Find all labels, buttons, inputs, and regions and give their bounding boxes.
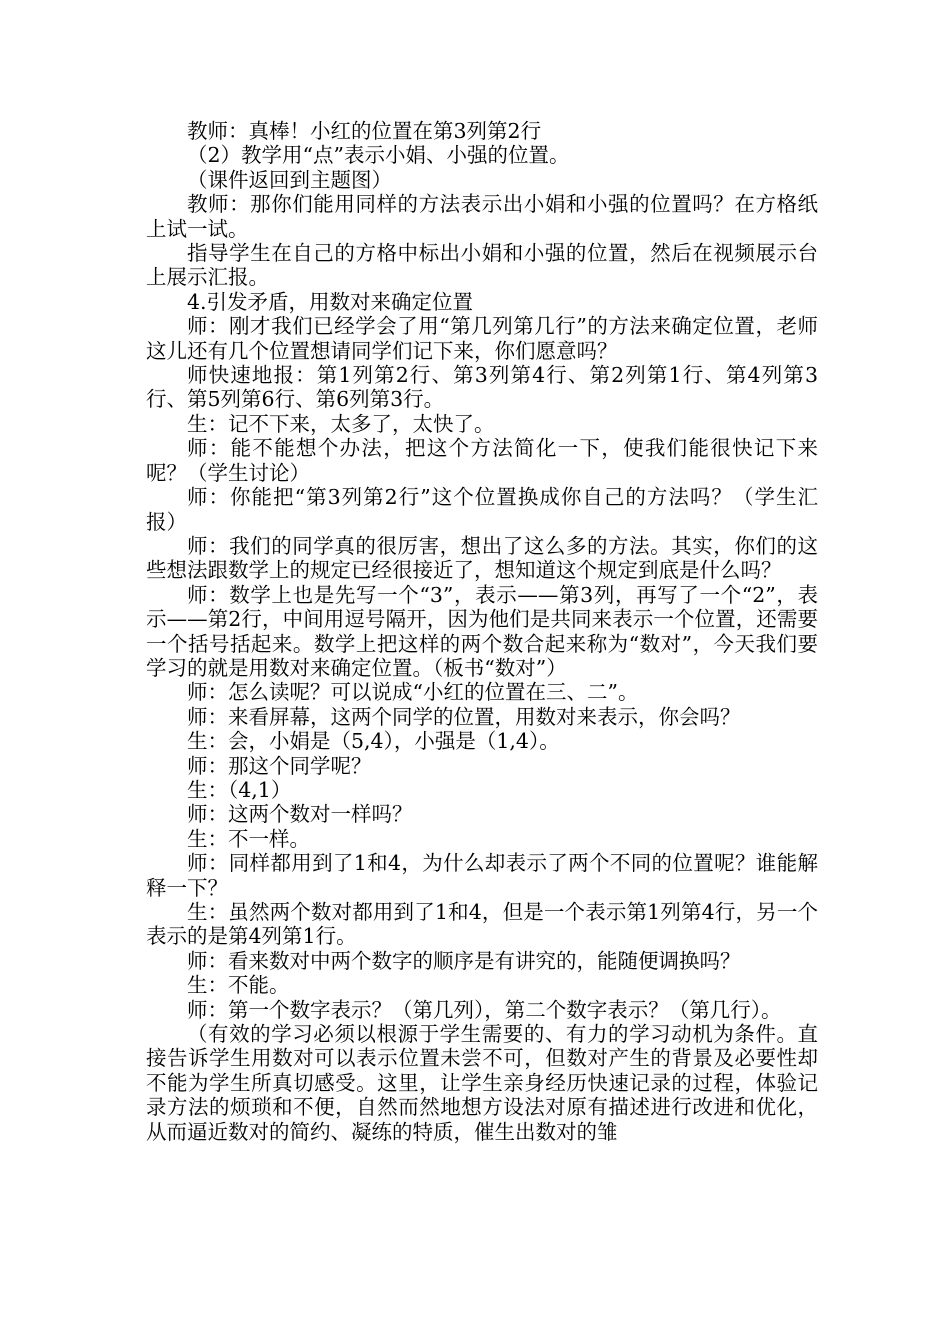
paragraph: 师：我们的同学真的很厉害，想出了这么多的方法。其实，你们的这些想法跟数学上的规定已经很接近了，想知道这个规定到底是什么吗？ <box>146 533 818 583</box>
paragraph: 师：第一个数字表示？（第几列），第二个数字表示？（第几行）。 <box>187 997 782 1022</box>
paragraph: （2）教学用“点”表示小娟、小强的位置。 <box>187 143 570 168</box>
section-heading: 4.引发矛盾，用数对来确定位置 <box>187 289 474 314</box>
paragraph: 教师：那你们能用同样的方法表示出小娟和小强的位置吗？在方格纸上试一试。 <box>146 192 818 241</box>
paragraph: （有效的学习必须以根源于学生需要的、有力的学习动机为条件。直接告诉学生用数对可以表示位置未尝不可，但数对产生的背景及必要性却不能为学生所真切感受。这里，让学生亲身经历快速记录的过程，体验记录方法的烦琐和不便，自然而然地想方设法对原有描述进行改进和优化，从而逼近数对的简约、凝练的特质，催生出数对的雏 <box>146 1022 818 1144</box>
paragraph: 生：记不下来，太多了，太快了。 <box>187 411 495 436</box>
paragraph: 教师：真棒！小红的位置在第3列第2行 <box>187 119 542 143</box>
paragraph: 生：会，小娟是（5,4），小强是（1,4）。 <box>187 729 560 754</box>
paragraph: 师：同样都用到了1和4，为什么却表示了两个不同的位置呢？谁能解释一下？ <box>146 851 818 900</box>
paragraph: 师：这两个数对一样吗？ <box>187 802 413 827</box>
paragraph: 生：不一样。 <box>187 826 310 851</box>
paragraph: 生：虽然两个数对都用到了1和4，但是一个表示第1列第4行，另一个表示的是第4列第1行。 <box>146 900 818 949</box>
paragraph: （课件返回到主题图） <box>187 167 392 192</box>
paragraph: 师：你能把“第3列第2行”这个位置换成你自己的方法吗？（学生汇报） <box>146 485 818 534</box>
paragraph: 生：（4,1） <box>187 777 292 802</box>
paragraph: 生：不能。 <box>187 973 290 998</box>
paragraph: 指导学生在自己的方格中标出小娟和小强的位置，然后在视频展示台上展示汇报。 <box>146 241 818 290</box>
paragraph: 师：能不能想个办法，把这个方法简化一下，使我们能很快记下来呢？（学生讨论） <box>146 436 818 485</box>
paragraph: 师：看来数对中两个数字的顺序是有讲究的，能随便调换吗？ <box>187 948 741 973</box>
paragraph: 师：数学上也是先写一个“3”，表示——第3列，再写了一个“2”，表示——第2行，中间用逗号隔开，因为他们是共同来表示一个位置，还需要一个括号括起来。数学上把这样的两个数合起来称为“数对”，今天我们要学习的就是用数对来确定位置。（板书“数对”） <box>146 582 818 680</box>
paragraph: 师快速地报：第1列第2行、第3列第4行、第2列第1行、第4列第3行、第5列第6行、第6列第3行。 <box>146 363 818 412</box>
paragraph: 师：来看屏幕，这两个同学的位置，用数对来表示，你会吗？ <box>187 704 741 729</box>
paragraph: 师：那这个同学呢？ <box>187 753 372 778</box>
document-body <box>146 119 818 1144</box>
paragraph: 师：刚才我们已经学会了用“第几列第几行”的方法来确定位置，老师这儿还有几个位置想请同学们记下来，你们愿意吗？ <box>146 314 818 363</box>
paragraph: 师：怎么读呢？可以说成“小红的位置在三、二”。 <box>187 680 639 705</box>
